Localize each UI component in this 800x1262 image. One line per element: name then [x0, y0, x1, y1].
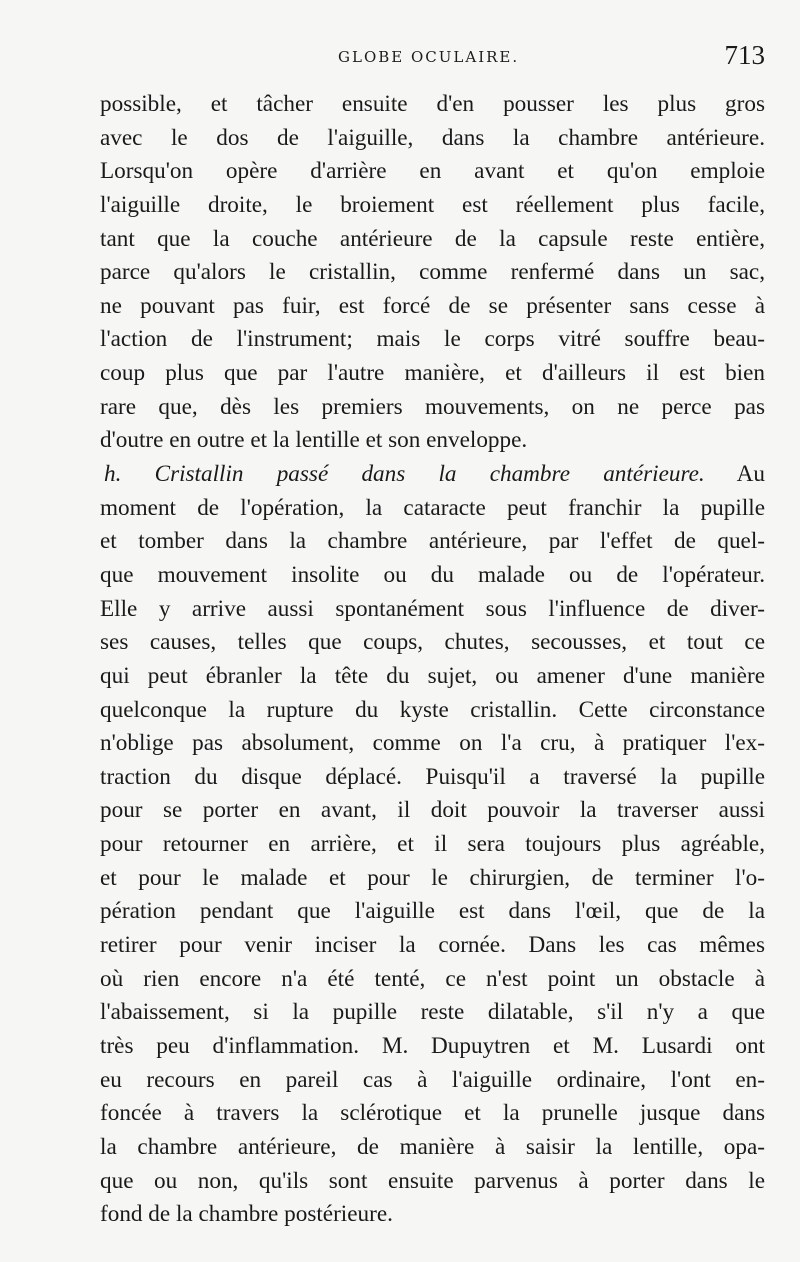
section-heading-line	[100, 458, 765, 492]
text-line: ses causes, telles que coups, chutes, secousses, et tout ce	[100, 629, 765, 656]
page-header	[100, 38, 765, 78]
text-line: Lorsqu'on opère d'arrière en avant et qu'on emploie	[100, 158, 765, 185]
text-line: parce qu'alors le cristallin, comme renfermé dans un sac,	[100, 259, 765, 286]
text-line: retirer pour venir inciser la cornée. Dans les cas mêmes	[100, 932, 765, 959]
text-line: pour se porter en avant, il doit pouvoir la traverser aussi	[100, 797, 765, 824]
body-text	[100, 88, 765, 1232]
text-line: où rien encore n'a été tenté, ce n'est point un obstacle à	[100, 965, 765, 992]
text-line: rare que, dès les premiers mouvements, on ne perce pas	[100, 393, 765, 420]
text-line: n'oblige pas absolument, comme on l'a cru, à pratiquer l'ex-	[100, 730, 765, 757]
text-line: qui peut ébranler la tête du sujet, ou amener d'une manière	[100, 662, 765, 689]
text-line: l'abaissement, si la pupille reste dilatable, s'il n'y a que	[100, 999, 765, 1026]
text-line: l'aiguille droite, le broiement est réellement plus facile,	[100, 191, 765, 218]
text-line: quelconque la rupture du kyste cristallin. Cette circonstance	[100, 696, 765, 723]
text-line: eu recours en pareil cas à l'aiguille ordinaire, l'ont en-	[100, 1066, 765, 1093]
text-line: foncée à travers la sclérotique et la prunelle jusque dans	[100, 1100, 765, 1127]
text-line: et tomber dans la chambre antérieure, par l'effet de quel-	[100, 528, 765, 555]
text-line: et pour le malade et pour le chirurgien, de terminer l'o-	[100, 864, 765, 891]
text-line: l'action de l'instrument; mais le corps vitré souffre beau-	[100, 326, 765, 353]
text-line: Elle y arrive aussi spontanément sous l'influence de diver-	[100, 595, 765, 622]
text-line: traction du disque déplacé. Puisqu'il a traversé la pupille	[100, 763, 765, 790]
heading-line-rest: Au	[736, 461, 765, 488]
text-line: fond de la chambre postérieure.	[100, 1201, 393, 1228]
text-line: pération pendant que l'aiguille est dans l'œil, que de la	[100, 898, 765, 925]
text-line: pour retourner en arrière, et il sera toujours plus agréable,	[100, 831, 765, 858]
text-line: avec le dos de l'aiguille, dans la chambre antérieure.	[100, 124, 765, 151]
text-line: la chambre antérieure, de manière à saisir la lentille, opa-	[100, 1133, 765, 1160]
text-line: moment de l'opération, la cataracte peut franchir la pupille	[100, 494, 765, 521]
text-line: tant que la couche antérieure de la capsule reste entière,	[100, 225, 765, 252]
text-line: possible, et tâcher ensuite d'en pousser les plus gros	[100, 91, 765, 117]
text-line: d'outre en outre et la lentille et son enveloppe.	[100, 427, 528, 454]
page-number: 713	[724, 40, 765, 70]
running-head: GLOBE OCULAIRE.	[338, 48, 520, 66]
text-line: que mouvement insolite ou du malade ou de l'opérateur.	[100, 561, 765, 588]
paragraph-1	[100, 88, 765, 458]
text-line: que ou non, qu'ils sont ensuite parvenus à porter dans le	[100, 1167, 765, 1194]
text-line: très peu d'inflammation. M. Dupuytren et M. Lusardi ont	[100, 1032, 765, 1059]
text-line: coup plus que par l'autre manière, et d'ailleurs il est bien	[100, 360, 765, 387]
section-heading: h. Cristallin passé dans la chambre antérieure.	[104, 461, 705, 488]
text-line: ne pouvant pas fuir, est forcé de se présenter sans cesse à	[100, 292, 765, 319]
paragraph-2	[100, 458, 765, 1232]
